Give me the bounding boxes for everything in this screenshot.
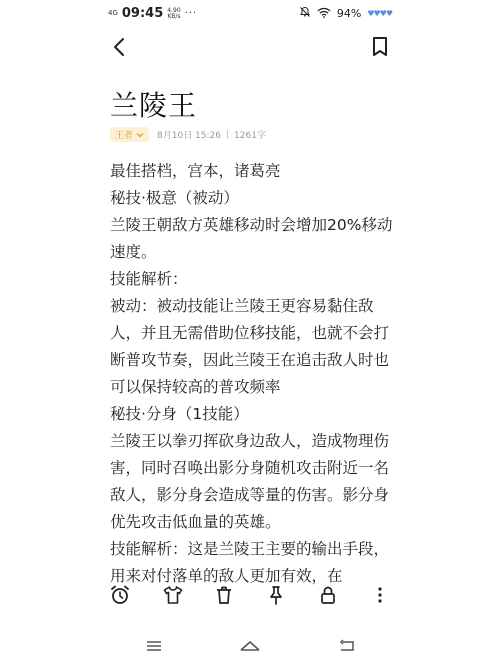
chevron-down-icon xyxy=(136,132,144,138)
paragraph: 被动：被动技能让兰陵王更容易黏住敌人，并且无需借助位移技能，也就不会打断普攻节奏，因此兰陵王在追击敌人时也可以保持较高的普攻频率 xyxy=(110,297,390,396)
mute-icon xyxy=(299,6,311,21)
more-vertical-icon xyxy=(369,584,391,606)
back-nav-button[interactable] xyxy=(335,636,359,656)
word-count: 1261字 xyxy=(234,131,266,141)
network-speed xyxy=(167,8,180,20)
note-date: 8月10日 15:26 xyxy=(157,131,221,141)
back-button[interactable] xyxy=(108,34,132,60)
more-notifications-icon: ··· xyxy=(184,8,198,19)
alarm-clock-icon xyxy=(109,584,131,606)
pin-icon xyxy=(265,584,287,606)
home-nav-button[interactable] xyxy=(238,636,262,656)
category-tag-label: 王者 xyxy=(115,131,134,141)
paragraph: 技能解析：这是兰陵王主要的输出手段，用来对付落单的敌人更加有效，在 xyxy=(110,540,390,585)
lock-button[interactable] xyxy=(316,582,340,608)
status-right xyxy=(299,6,392,21)
paragraph: 兰陵王以拳刃挥砍身边敌人，造成物理伤害，同时召唤出影分身随机攻击附近一名敌人，影分身会造成等量的伤害。影分身优先攻击低血量的英雄。 xyxy=(110,432,390,531)
shirt-icon xyxy=(162,584,184,606)
menu-nav-button[interactable] xyxy=(142,636,166,656)
clock-time: 09:45 xyxy=(121,6,164,21)
speed-value: 4.90 xyxy=(167,6,181,14)
bottom-toolbar xyxy=(100,582,400,610)
bookmark-icon xyxy=(368,34,392,60)
delete-button[interactable] xyxy=(212,582,236,608)
home-icon xyxy=(238,638,262,654)
theme-button[interactable] xyxy=(161,582,185,608)
speed-unit: KB/s xyxy=(167,12,181,20)
note-meta xyxy=(110,127,266,142)
meta-separator: | xyxy=(226,129,230,140)
lock-icon xyxy=(317,584,339,606)
bookmark-button[interactable] xyxy=(368,34,392,60)
menu-icon xyxy=(145,639,163,653)
paragraph: 技能解析： xyxy=(110,270,188,288)
note-title: 兰陵王 xyxy=(110,89,198,122)
chevron-left-icon xyxy=(108,34,132,60)
system-nav-bar xyxy=(0,632,500,662)
trash-icon xyxy=(213,584,235,606)
paragraph: 秘技·分身（1技能） xyxy=(110,405,249,423)
network-indicator: 4G xyxy=(108,9,118,17)
top-bar xyxy=(0,30,500,64)
more-button[interactable] xyxy=(368,582,392,608)
wifi-icon xyxy=(317,7,331,21)
paragraph: 最佳搭档，宫本，诸葛亮 xyxy=(110,162,281,180)
status-left xyxy=(108,6,197,21)
note-body[interactable] xyxy=(110,158,394,585)
category-tag[interactable] xyxy=(110,127,149,142)
battery-icon: ♥♥♥♥ xyxy=(367,9,392,18)
back-icon xyxy=(338,639,356,653)
paragraph: 兰陵王朝敌方英雄移动时会增加20%移动速度。 xyxy=(110,216,393,261)
battery-percent: 94% xyxy=(336,7,362,20)
pin-button[interactable] xyxy=(264,582,288,608)
status-bar xyxy=(0,0,500,28)
paragraph: 秘技·极意（被动） xyxy=(110,189,239,207)
reminder-button[interactable] xyxy=(108,582,132,608)
